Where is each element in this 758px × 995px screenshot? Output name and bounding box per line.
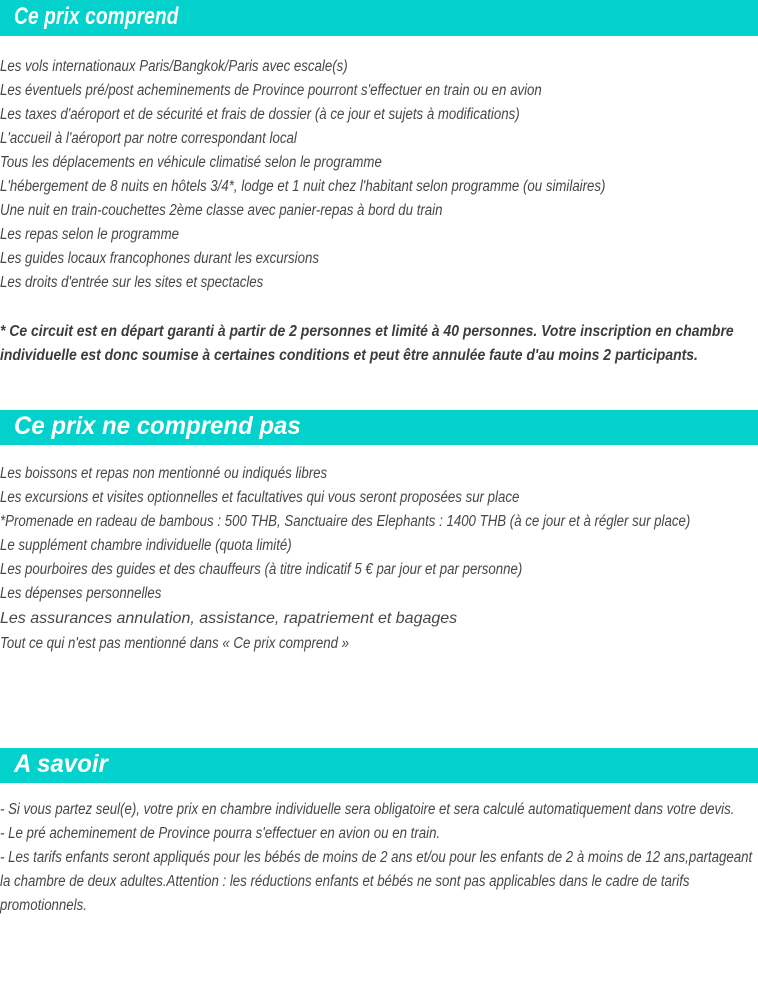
- list-item: Tous les déplacements en véhicule climatisé selon le programme: [0, 154, 382, 171]
- list-item: L'accueil à l'aéroport par notre correspondant local: [0, 130, 297, 147]
- list-item: Les boissons et repas non mentionné ou indiqués libres: [0, 465, 328, 482]
- section-title-included: Ce prix comprend: [14, 3, 179, 30]
- good-to-know-paragraphs: [0, 798, 758, 918]
- list-item: Les guides locaux francophones durant les excursions: [0, 250, 319, 267]
- section-header-not-included: [0, 410, 758, 445]
- list-item: Le supplément chambre individuelle (quota limité): [0, 537, 292, 554]
- list-item-insurance: Les assurances annulation, assistance, rapatriement et bagages: [0, 610, 458, 627]
- list-item: Les repas selon le programme: [0, 226, 180, 243]
- included-list: [0, 55, 758, 295]
- section-header-good-to-know: [0, 748, 758, 783]
- spacer: [0, 295, 758, 320]
- list-item: Les dépenses personnelles: [0, 585, 162, 602]
- list-item: Les droits d'entrée sur les sites et spectacles: [0, 274, 264, 291]
- spacer: [0, 783, 758, 798]
- spacer: [0, 368, 758, 410]
- list-item: *Promenade en radeau de bambous : 500 THB, Sanctuaire des Elephants : 1400 THB (à ce jour et à régler sur place): [0, 513, 691, 530]
- spacer: [0, 36, 758, 55]
- section-title-good-to-know: A savoir: [14, 750, 108, 778]
- list-item: Les taxes d'aéroport et de sécurité et frais de dossier (à ce jour et sujets à modifications): [0, 106, 520, 123]
- paragraph: - Les tarifs enfants seront appliqués pour les bébés de moins de 2 ans et/ou pour les enfants de 2 à moins de 12 ans,partageant la chambre de deux adultes.Attention : les réductions enfants et bébés ne sont pas applicables dans le cadre de tarifs promotionnels.: [0, 849, 753, 914]
- list-item: Les pourboires des guides et des chauffeurs (à titre indicatif 5 € par jour et par personne): [0, 561, 523, 578]
- section-title-not-included: Ce prix ne comprend pas: [14, 412, 301, 440]
- spacer: [0, 656, 758, 748]
- list-item: Les éventuels pré/post acheminements de Province pourront s'effectuer en train ou en avion: [0, 82, 542, 99]
- list-item: Les excursions et visites optionnelles et facultatives qui vous seront proposées sur place: [0, 489, 520, 506]
- paragraph: - Le pré acheminement de Province pourra s'effectuer en avion ou en train.: [0, 825, 441, 842]
- included-note: * Ce circuit est en départ garanti à partir de 2 personnes et limité à 40 personnes. Votre inscription en chambre individuelle est donc soumise à certaines conditions et peut être annulée faute d'au moins 2 participants.: [0, 323, 734, 364]
- list-item: Les vols internationaux Paris/Bangkok/Paris avec escale(s): [0, 58, 348, 75]
- list-item: Tout ce qui n'est pas mentionné dans « Ce prix comprend »: [0, 635, 350, 652]
- paragraph: - Si vous partez seul(e), votre prix en chambre individuelle sera obligatoire et sera calculé automatiquement dans votre devis.: [0, 801, 735, 818]
- list-item: Une nuit en train-couchettes 2ème classe avec panier-repas à bord du train: [0, 202, 443, 219]
- list-item: L'hébergement de 8 nuits en hôtels 3/4*, lodge et 1 nuit chez l'habitant selon programme (ou similaires): [0, 178, 606, 195]
- spacer: [0, 445, 758, 462]
- section-header-included: [0, 0, 758, 36]
- not-included-list: [0, 462, 758, 656]
